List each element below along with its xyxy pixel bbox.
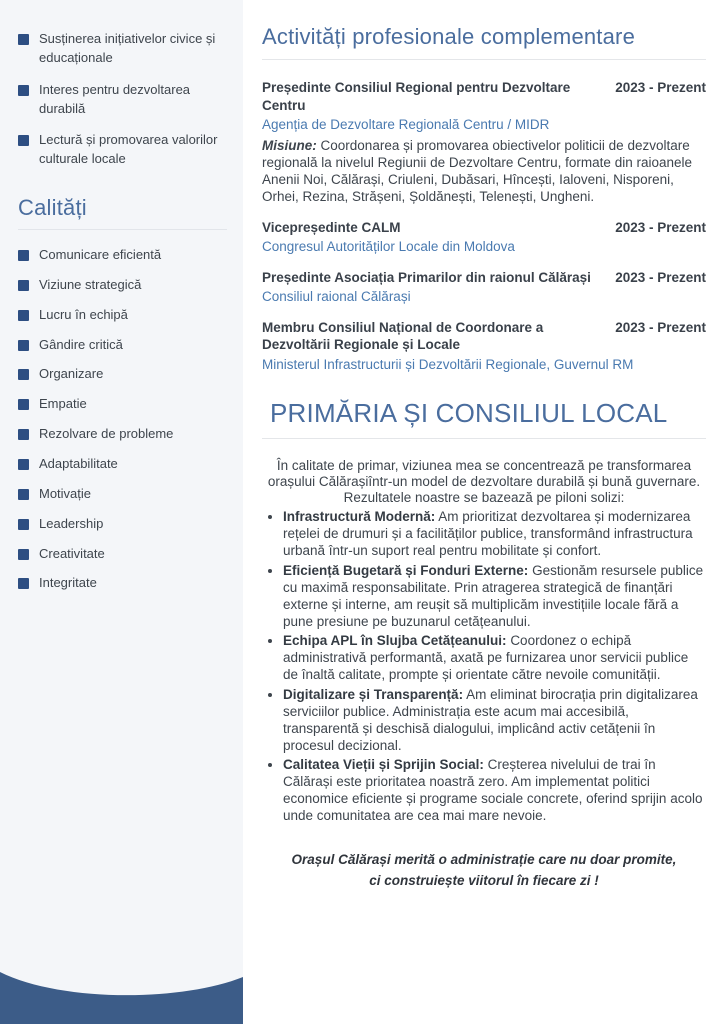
entry-header — [262, 269, 706, 287]
quality-label: Creativitate — [39, 545, 105, 561]
square-bullet-icon — [18, 399, 29, 410]
interest-label: Interes pentru dezvoltarea durabilă — [39, 81, 191, 116]
pillar-text: Coordonez o echipă administrativă performantă, axată pe furnizarea unor servicii publice de înaltă calitate, prompte și orientate către nevoile comunității. — [283, 633, 689, 683]
square-bullet-icon — [18, 578, 29, 589]
square-bullet-icon — [18, 34, 29, 45]
list-item — [18, 455, 227, 474]
square-bullet-icon — [18, 489, 29, 500]
entry-title: Președinte Asociația Primarilor din raionul Călărași — [262, 269, 591, 285]
pillar-item — [283, 632, 706, 683]
main-content — [243, 0, 724, 1024]
list-item — [18, 306, 227, 325]
entry-header — [262, 319, 706, 354]
section-title-activities: Activități profesionale complementare — [262, 24, 636, 49]
list-item — [18, 545, 227, 564]
list-item — [18, 81, 227, 119]
mission-label: Misiune: — [262, 137, 317, 153]
quality-label: Viziune strategică — [39, 276, 142, 292]
pillar-item — [283, 686, 706, 755]
quality-label: Gândire critică — [39, 336, 123, 352]
list-item — [18, 425, 227, 444]
divider — [262, 59, 706, 60]
interest-label: Lectură și promovarea valorilor culturale locale — [39, 132, 218, 167]
list-item — [18, 131, 227, 169]
pillar-text: Creșterea nivelului de trai în Călărași este prioritatea noastră zero. Am implementat politici economice eficiente și programe sociale concrete, oferind sprijin acolo unde comunitatea are cea mai mare nevoie. — [283, 757, 703, 824]
entry-period: 2023 - Prezent — [615, 269, 706, 285]
pillar-lead: Calitatea Vieții și Sprijin Social: — [283, 757, 484, 773]
experience-entry — [262, 79, 706, 206]
pillar-lead: Infrastructură Modernă: — [283, 509, 436, 525]
pillar-text: Am eliminat birocrația prin digitalizarea serviciilor publice. Administrația este acum mai accesibilă, transparentă și deschisă dialogului, implicând activ cetățenii în procesul decizional. — [283, 686, 698, 753]
decorative-curve — [0, 938, 243, 1024]
quality-label: Organizare — [39, 366, 104, 382]
square-bullet-icon — [18, 549, 29, 560]
pillar-item — [283, 562, 706, 631]
entry-header — [262, 219, 706, 237]
interests-list — [18, 30, 227, 169]
entry-period: 2023 - Prezent — [615, 80, 706, 95]
qualities-title: Calități — [18, 195, 87, 221]
quality-label: Comunicare eficientă — [39, 247, 162, 263]
entry-title: Președinte Consiliul Regional pentru Dezvoltare Centru — [262, 80, 571, 113]
entry-period: 2023 - Prezent — [615, 219, 706, 235]
list-item — [18, 515, 227, 534]
entry-period: 2023 - Prezent — [615, 319, 706, 335]
entry-org-link[interactable]: Congresul Autorităților Locale din Moldova — [262, 239, 515, 255]
list-item — [18, 276, 227, 295]
divider — [262, 438, 706, 439]
entry-mission — [262, 137, 706, 206]
square-bullet-icon — [18, 429, 29, 440]
square-bullet-icon — [18, 280, 29, 291]
pillar-text: Am prioritizat dezvoltarea și modernizarea rețelei de drumuri și a facilităților publice, transformând infrastructura urbană într-un suport real pentru mobilitate și confort. — [283, 509, 693, 559]
quality-label: Integritate — [39, 575, 97, 591]
quality-label: Empatie — [39, 396, 87, 412]
square-bullet-icon — [18, 340, 29, 351]
experience-entry — [262, 269, 706, 306]
closing-line-1: Orașul Călărași merită o administrație care nu doar promite, — [291, 851, 677, 867]
closing-statement — [262, 849, 706, 892]
square-bullet-icon — [18, 310, 29, 321]
sidebar — [0, 0, 243, 1024]
pillar-lead: Echipa APL în Slujba Cetățeanului: — [283, 633, 507, 649]
quality-label: Lucru în echipă — [39, 306, 128, 322]
quality-label: Motivație — [39, 485, 92, 501]
quality-label: Rezolvare de probleme — [39, 426, 174, 442]
pillar-item — [283, 508, 706, 559]
experience-entry — [262, 319, 706, 374]
interest-label: Susținerea inițiativelor civice și educaționale — [39, 31, 216, 65]
pillar-item — [283, 756, 706, 825]
closing-line-2: ci construiește viitorul în fiecare zi ! — [369, 873, 599, 889]
square-bullet-icon — [18, 250, 29, 261]
qualities-list — [18, 246, 227, 593]
entry-org-link[interactable]: Consiliul raional Călărași — [262, 289, 411, 305]
list-item — [18, 30, 227, 68]
pillar-lead: Eficiență Bugetară și Fonduri Externe: — [283, 562, 529, 578]
square-bullet-icon — [18, 459, 29, 470]
local-intro: În calitate de primar, viziunea mea se concentrează pe transformarea orașului Călărașiîntr-un model de dezvoltare durabilă și bună guvernare. Rezultatele noastre se bazează pe piloni solizi: — [267, 457, 701, 505]
divider — [18, 229, 227, 230]
section-title-local: PRIMĂRIA ȘI CONSILIUL LOCAL — [270, 397, 668, 428]
square-bullet-icon — [18, 135, 29, 146]
list-item — [18, 365, 227, 384]
experience-entry — [262, 219, 706, 256]
list-item — [18, 485, 227, 504]
entry-org-link[interactable]: Agenția de Dezvoltare Regională Centru / MIDR — [262, 117, 550, 133]
pillar-lead: Digitalizare și Transparență: — [283, 686, 464, 702]
quality-label: Leadership — [39, 515, 104, 531]
entry-title: Vicepreședinte CALM — [262, 219, 401, 235]
mission-text: Coordonarea și promovarea obiectivelor politicii de dezvoltare regională la nivelul Regiunii de Dezvoltare Centru, formate din raioanele Anenii Noi, Călărași, Criuleni, Dubăsari, Hîncești, Ialoveni, Nisporeni, Orhei, Rezina, Strășeni, Șoldănești, Telenești, Ungheni. — [262, 137, 692, 205]
square-bullet-icon — [18, 85, 29, 96]
pillar-text: Gestionăm resursele publice cu maximă responsabilitate. Prin atragerea strategică de finanțări externe și interne, am reușit să multiplicăm investițiile locale fără a pune presiune pe buzunarul cetățeanului. — [283, 562, 704, 629]
square-bullet-icon — [18, 369, 29, 380]
pillars-list — [262, 508, 706, 825]
experience-entries — [262, 79, 706, 374]
entry-header — [262, 79, 706, 114]
quality-label: Adaptabilitate — [39, 455, 118, 471]
square-bullet-icon — [18, 519, 29, 530]
list-item — [18, 395, 227, 414]
entry-org-link[interactable]: Ministerul Infrastructurii și Dezvoltării Regionale, Guvernul RM — [262, 356, 634, 372]
list-item — [18, 246, 227, 265]
entry-title: Membru Consiliul Național de Coordonare a Dezvoltării Regionale și Locale — [262, 319, 544, 353]
list-item — [18, 574, 227, 593]
list-item — [18, 336, 227, 355]
